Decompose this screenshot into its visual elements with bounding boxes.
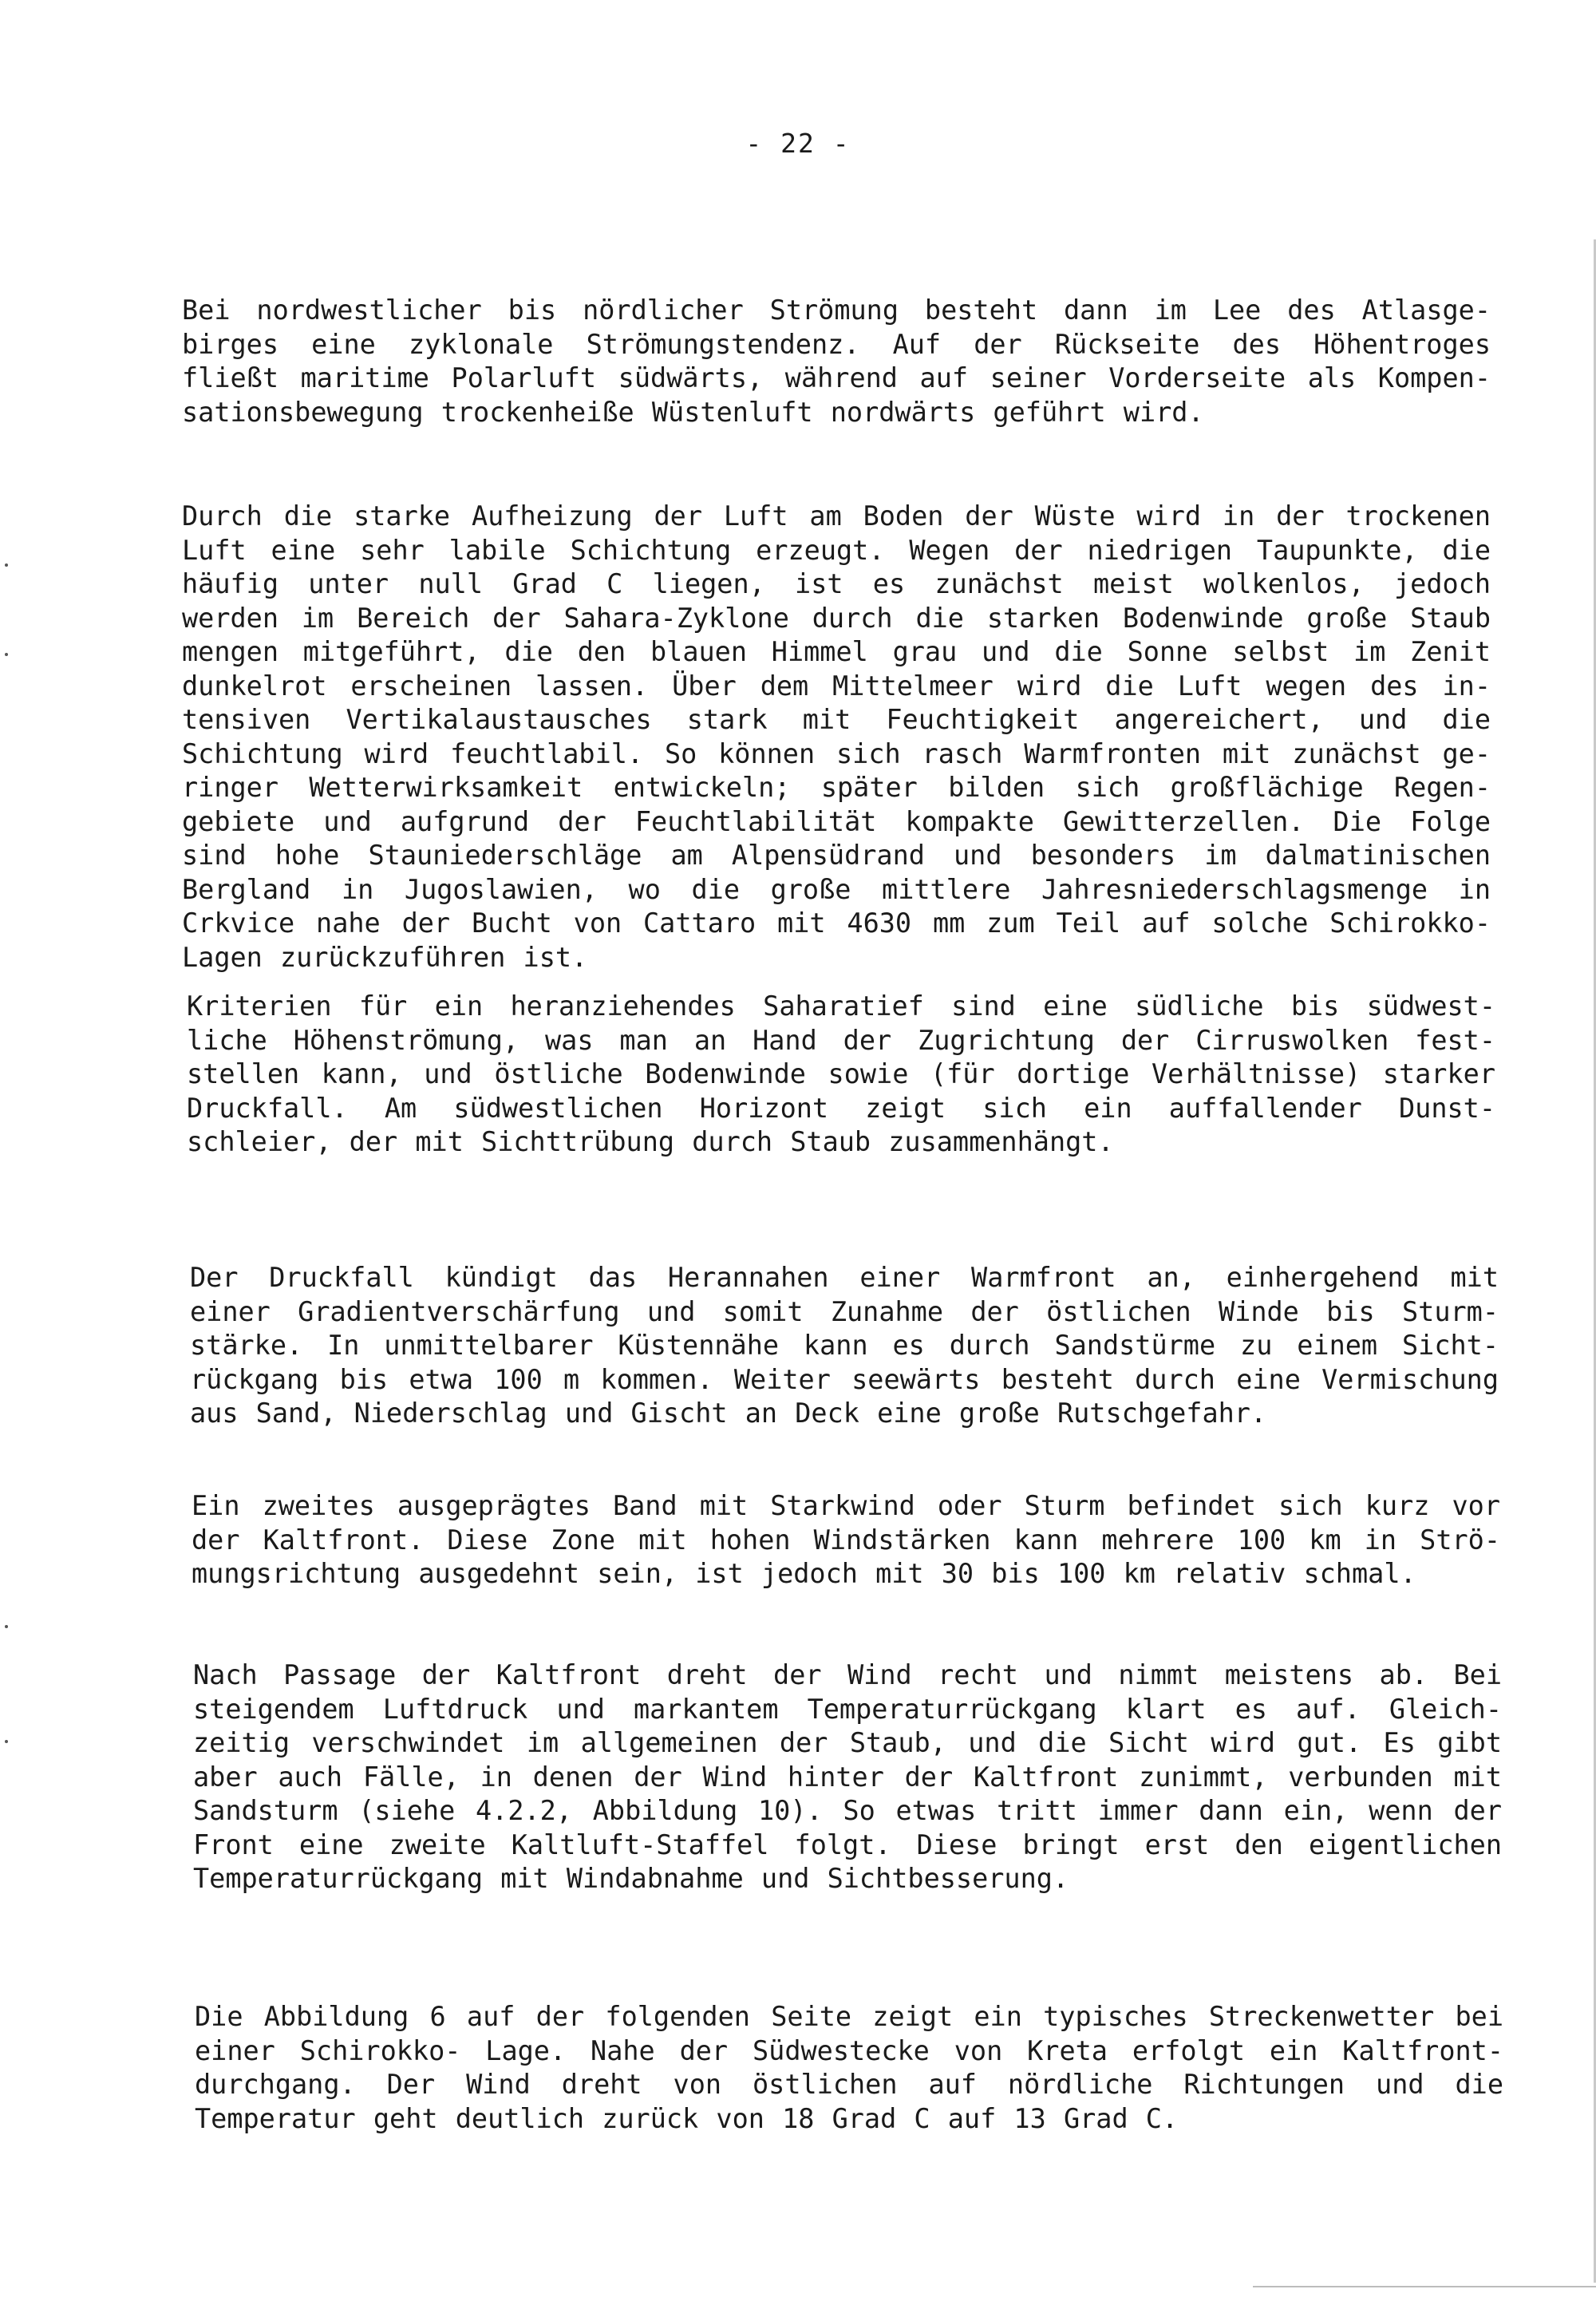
text-line: fließt maritime Polarluft südwärts, während auf seiner Vorderseite als Kompen- [182, 362, 1491, 393]
text-line: gebiete und aufgrund der Feuchtlabilität kompakte Gewitterzellen. Die Folge [182, 805, 1491, 837]
text-line: häufig unter null Grad C liegen, ist es zunächst meist wolkenlos, jedoch [182, 568, 1491, 599]
text-line: steigendem Luftdruck und markantem Temperaturrückgang klart es auf. Gleich- [193, 1693, 1502, 1725]
scan-bottom-line [1253, 2286, 1596, 2287]
scan-mark [5, 1740, 8, 1743]
text-line: rückgang bis etwa 100 m kommen. Weiter seewärts besteht durch eine Vermischung [190, 1363, 1499, 1395]
text-line: Luft eine sehr labile Schichtung erzeugt. Wegen der niedrigen Taupunkte, die [182, 534, 1491, 566]
text-line: sationsbewegung trockenheiße Wüstenluft nordwärts geführt wird. [182, 396, 1204, 428]
paragraph-5 [192, 1489, 1500, 1591]
text-line: Schichtung wird feuchtlabil. So können sich rasch Warmfronten mit zunächst ge- [182, 737, 1491, 769]
paragraph-2 [182, 500, 1491, 975]
text-line: zeitig verschwindet im allgemeinen der Staub, und die Sicht wird gut. Es gibt [193, 1727, 1502, 1758]
text-line: Temperaturrückgang mit Windabnahme und Sichtbesserung. [193, 1863, 1069, 1894]
text-line: ringer Wetterwirksamkeit entwickeln; später bilden sich großflächige Regen- [182, 772, 1491, 803]
text-line: Crkvice nahe der Bucht von Cattaro mit 4630 mm zum Teil auf solche Schirokko- [182, 907, 1491, 939]
text-line: Ein zweites ausgeprägtes Band mit Starkwind oder Sturm befindet sich kurz vor [192, 1490, 1500, 1521]
scan-mark [5, 653, 8, 656]
paragraph-7 [195, 2000, 1503, 2136]
text-line: dunkelrot erscheinen lassen. Über dem Mittelmeer wird die Luft wegen des in- [182, 670, 1491, 702]
text-line: Druckfall. Am südwestlichen Horizont zeigt sich ein auffallender Dunst- [187, 1092, 1495, 1124]
text-line: birges eine zyklonale Strömungstendenz. Auf der Rückseite des Höhentroges [182, 328, 1491, 360]
paragraph-1 [182, 294, 1491, 429]
text-line: liche Höhenströmung, was man an Hand der Zugrichtung der Cirruswolken fest- [187, 1024, 1495, 1056]
page-number: - 22 - [745, 128, 851, 159]
text-line: Die Abbildung 6 auf der folgenden Seite zeigt ein typisches Streckenwetter bei [195, 2001, 1503, 2032]
paragraph-6 [193, 1659, 1502, 1896]
text-line: Bei nordwestlicher bis nördlicher Strömung besteht dann im Lee des Atlasge- [182, 295, 1491, 326]
text-line: einer Schirokko- Lage. Nahe der Südwestecke von Kreta erfolgt ein Kaltfront- [195, 2034, 1503, 2066]
scan-mark [5, 1625, 8, 1628]
text-line: Durch die starke Aufheizung der Luft am Boden der Wüste wird in der trockenen [182, 500, 1491, 532]
text-line: Temperatur geht deutlich zurück von 18 Grad C auf 13 Grad C. [195, 2102, 1179, 2134]
text-line: der Kaltfront. Diese Zone mit hohen Windstärken kann mehrere 100 km in Strö- [192, 1524, 1500, 1556]
text-line: Front eine zweite Kaltluft-Staffel folgt. Diese bringt erst den eigentlichen [193, 1829, 1502, 1860]
text-line: aber auch Fälle, in denen der Wind hinter der Kaltfront zunimmt, verbunden mit [193, 1761, 1502, 1793]
text-line: Kriterien für ein heranziehendes Saharatief sind eine südliche bis südwest- [187, 990, 1495, 1022]
text-line: mungsrichtung ausgedehnt sein, ist jedoch mit 30 bis 100 km relativ schmal. [192, 1558, 1416, 1589]
text-line: durchgang. Der Wind dreht von östlichen auf nördliche Richtungen und die [195, 2069, 1503, 2100]
text-line: schleier, der mit Sichttrübung durch Staub zusammenhängt. [187, 1126, 1114, 1157]
text-line: mengen mitgeführt, die den blauen Himmel grau und die Sonne selbst im Zenit [182, 636, 1491, 667]
text-line: einer Gradientverschärfung und somit Zunahme der östlichen Winde bis Sturm- [190, 1295, 1499, 1327]
text-line: Nach Passage der Kaltfront dreht der Wind recht und nimmt meistens ab. Bei [193, 1659, 1502, 1690]
text-line: stellen kann, und östliche Bodenwinde sowie (für dortige Verhältnisse) starker [187, 1058, 1495, 1089]
text-line: tensiven Vertikalaustausches stark mit Feuchtigkeit angereichert, und die [182, 704, 1491, 735]
paragraph-4 [190, 1261, 1499, 1431]
text-line: Bergland in Jugoslawien, wo die große mittlere Jahresniederschlagsmenge in [182, 873, 1491, 905]
text-line: Sandsturm (siehe 4.2.2, Abbildung 10). So etwas tritt immer dann ein, wenn der [193, 1795, 1502, 1826]
text-line: Der Druckfall kündigt das Herannahen einer Warmfront an, einhergehend mit [190, 1262, 1499, 1293]
text-line: stärke. In unmittelbarer Küstennähe kann es durch Sandstürme zu einem Sicht- [190, 1330, 1499, 1361]
text-line: aus Sand, Niederschlag und Gischt an Deck eine große Rutschgefahr. [190, 1398, 1267, 1429]
paragraph-3 [187, 990, 1495, 1160]
text-line: sind hohe Stauniederschläge am Alpensüdrand und besonders im dalmatinischen [182, 840, 1491, 871]
scan-mark [5, 563, 8, 567]
text-line: Lagen zurückzuführen ist. [182, 941, 588, 973]
text-line: werden im Bereich der Sahara-Zyklone durch die starken Bodenwinde große Staub [182, 602, 1491, 634]
